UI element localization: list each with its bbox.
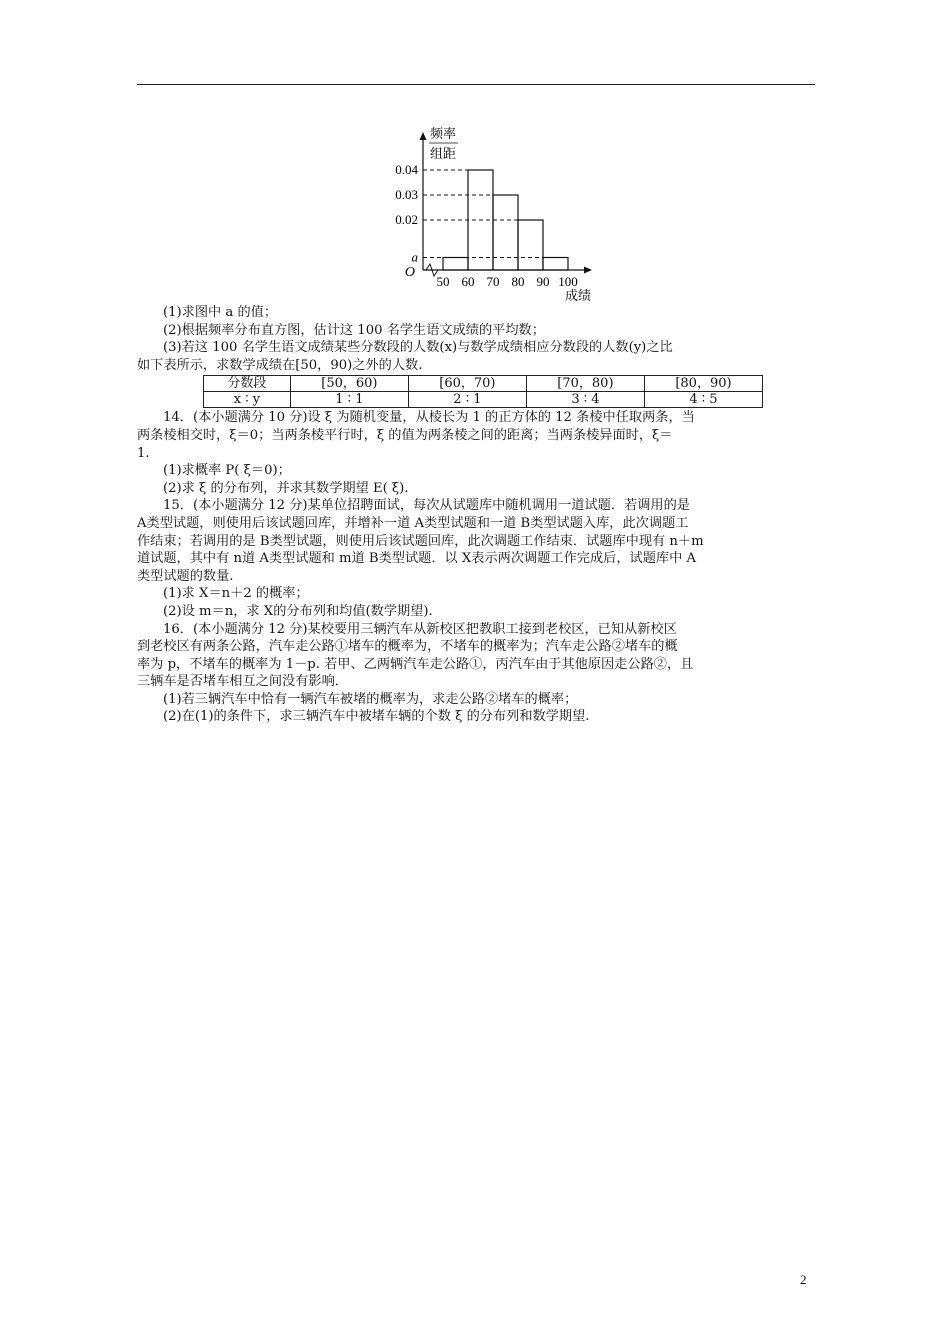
y-tick-label: 0.02 [395, 212, 418, 227]
q13-part2: (2)根据频率分布直方图，估计这 100 名学生语文成绩的平均数； [163, 322, 545, 338]
q15-part1: (1)求 X＝n＋2 的概率； [163, 586, 309, 602]
y-axis-title-bottom: 组距 [430, 147, 457, 162]
q13-part3-line2: 如下表所示，求数学成绩在[50，90)之外的人数. [137, 357, 423, 373]
y-tick-label: a [411, 249, 418, 265]
histogram-bar [493, 195, 518, 270]
x-axis-arrow [584, 267, 592, 274]
histogram-bar [543, 258, 568, 271]
y-tick-label: 0.03 [395, 187, 418, 202]
table-cell: [60，70) [408, 376, 526, 392]
y-axis-arrow [420, 132, 427, 140]
table-cell: [80，90) [644, 376, 762, 392]
q16-line2: 到老校区有两条公路，汽车走公路①堵车的概率为，不堵车的概率为；汽车走公路②堵车的概 [137, 639, 678, 655]
q14-part2: (2)求 ξ 的分布列，并求其数学期望 E( ξ). [163, 480, 409, 496]
q15-line1: 15．(本小题满分 12 分)某单位招聘面试，每次从试题库中随机调用一道试题．若调用的是 [163, 498, 690, 514]
header-rule [137, 84, 815, 85]
x-tick-label: 90 [536, 274, 550, 289]
ratio-table [203, 375, 763, 408]
table-cell: 2 ∶ 1 [408, 392, 526, 408]
table-cell: 分数段 [204, 376, 291, 392]
q13-part1: (1)求图中 a 的值； [163, 305, 278, 320]
x-tick-label: 70 [486, 274, 500, 289]
q16-part1: (1)若三辆汽车中恰有一辆汽车被堵的概率为，求走公路②堵车的概率； [163, 691, 578, 707]
table-cell: 1 ∶ 1 [290, 392, 408, 408]
q13-part3-line1: (3)若这 100 名学生语文成绩某些分数段的人数(x)与数学成绩相应分数段的人数(y)之比 [163, 340, 673, 356]
y-tick-label: 0.04 [395, 162, 418, 177]
q15-line5: 类型试题的数量. [137, 568, 234, 584]
origin-label: O [404, 265, 415, 280]
q15-line2: A类型试题，则使用后该试题回库，并增补一道 A类型试题和一道 B类型试题入库，此次调题工 [137, 515, 689, 531]
q16-part2: (2)在(1)的条件下，求三辆汽车中被堵车辆的个数 ξ 的分布列和数学期望. [163, 709, 590, 725]
q16-line1: 16．(本小题满分 12 分)某校要用三辆汽车从新校区把教职工接到老校区，已知从新校区 [163, 621, 677, 637]
table-header-row [204, 376, 763, 392]
frequency-histogram [370, 118, 610, 308]
x-tick-label: 80 [511, 274, 525, 289]
y-axis-title-top: 频率 [430, 127, 457, 142]
page-number: 2 [800, 1272, 807, 1287]
q15-line3: 作结束；若调用的是 B类型试题，则使用后该试题回库，此次调题工作结束．试题库中现有 n＋m [137, 533, 704, 549]
x-tick-label: 50 [436, 274, 450, 289]
histogram-bar [518, 220, 543, 270]
x-tick-label: 60 [461, 274, 475, 289]
x-axis-title: 成绩 [564, 289, 592, 304]
x-tick-label: 100 [558, 274, 578, 289]
histogram-svg [370, 118, 610, 308]
table-cell: x ∶ y [204, 392, 291, 408]
document-body [137, 304, 815, 726]
q14-part1: (1)求概率 P( ξ＝0)； [163, 463, 291, 479]
histogram-bar [443, 258, 468, 271]
table-cell: [50，60) [290, 376, 408, 392]
table-row [204, 392, 763, 408]
table-cell: [70，80) [526, 376, 644, 392]
q16-line3: 率为 p，不堵车的概率为 1－p. 若甲、乙两辆汽车走公路①，丙汽车由于其他原因走公路②，且 [137, 656, 694, 672]
q14-line2: 两条棱相交时，ξ＝0；当两条棱平行时，ξ 的值为两条棱之间的距离；当两条棱异面时，ξ＝ [137, 427, 673, 443]
q14-line3: 1. [137, 445, 150, 461]
q15-part2: (2)设 m＝n，求 X的分布列和均值(数学期望). [163, 603, 433, 619]
q15-line4: 道试题，其中有 n道 A类型试题和 m道 B类型试题．以 X表示两次调题工作完成后，试题库中 A [137, 551, 697, 567]
q14-line1: 14．(本小题满分 10 分)设 ξ 为随机变量，从棱长为 1 的正方体的 12 条棱中任取两条，当 [163, 410, 695, 426]
table-cell: 4 ∶ 5 [644, 392, 762, 408]
table-cell: 3 ∶ 4 [526, 392, 644, 408]
q16-line4: 三辆车是否堵车相互之间没有影响． [137, 674, 348, 690]
